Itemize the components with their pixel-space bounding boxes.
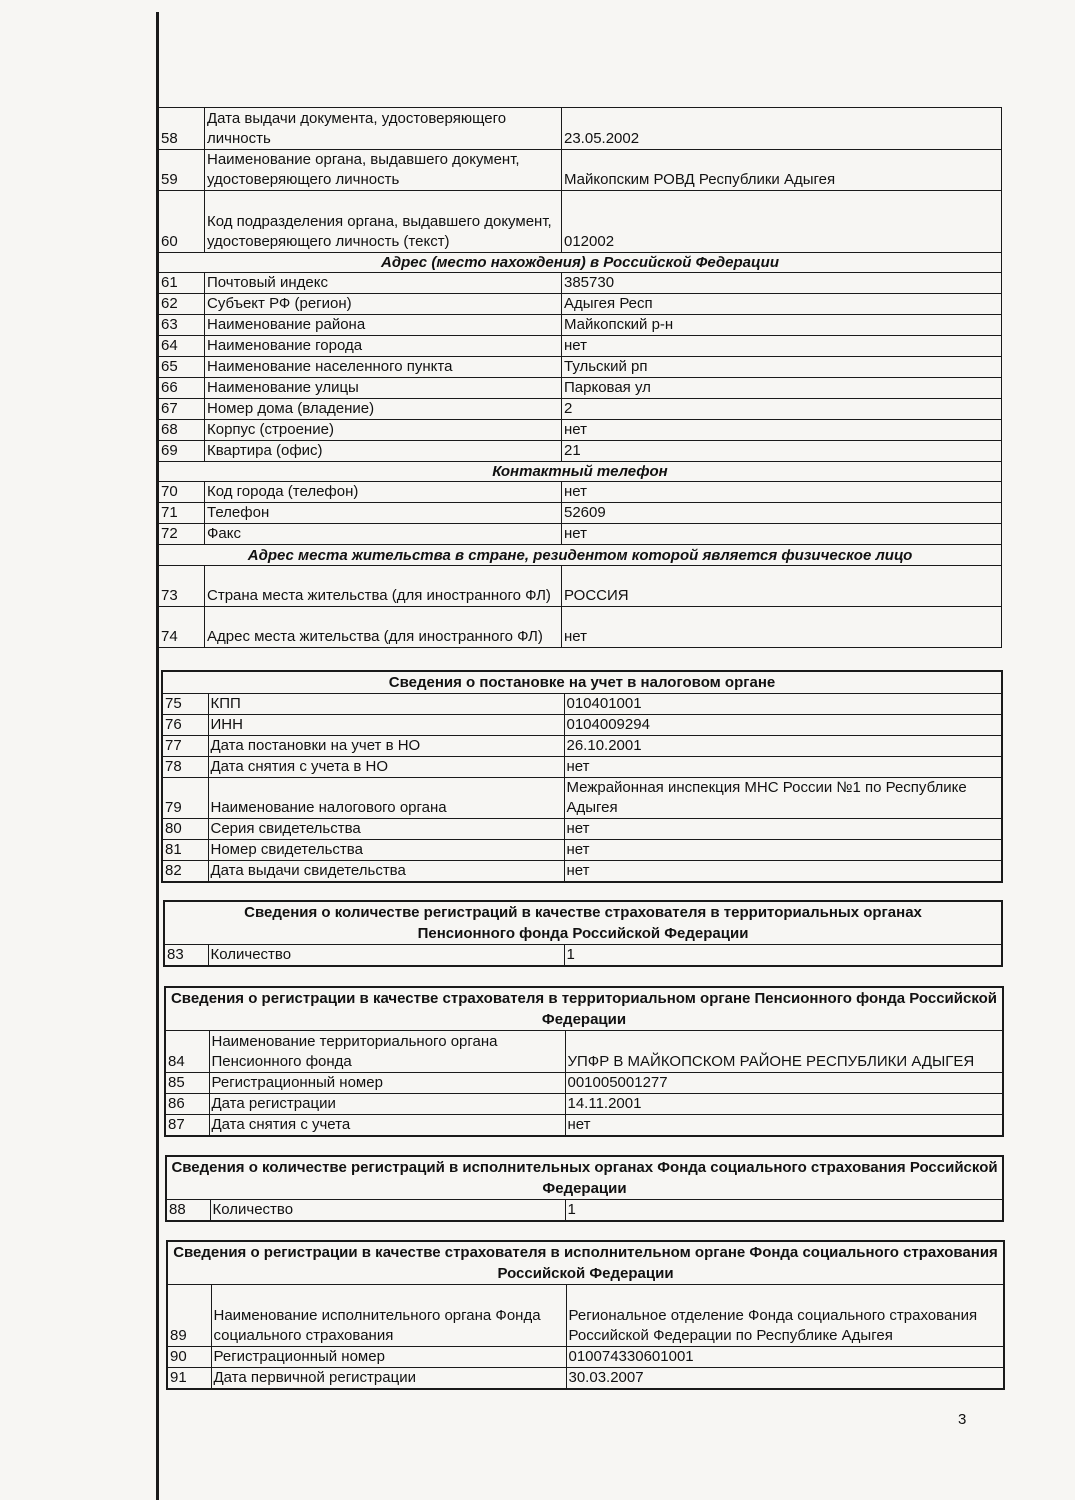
row-value: 21 (562, 441, 1002, 462)
row-value: нет (562, 420, 1002, 441)
row-value: нет (564, 840, 1002, 861)
row-value: 010401001 (564, 694, 1002, 715)
row-label: Код подразделения органа, выдавшего документ, удостоверяющего личность (текст) (205, 191, 562, 253)
row-label: Дата снятия с учета в НО (208, 757, 564, 778)
table-row (162, 757, 1002, 778)
row-value: 14.11.2001 (565, 1094, 1003, 1115)
phone-header: Контактный телефон (159, 462, 1002, 482)
section-title: Сведения о количестве регистраций в качестве страхователя в территориальных органах Пенсионного фонда Российской Федерации (164, 901, 1002, 945)
table-row (165, 1073, 1003, 1094)
row-value: 52609 (562, 503, 1002, 524)
row-number: 86 (165, 1094, 209, 1115)
row-number: 82 (162, 861, 208, 883)
table-row (162, 736, 1002, 757)
row-label: Код города (телефон) (205, 482, 562, 503)
row-value: 385730 (562, 273, 1002, 294)
row-number: 74 (159, 607, 205, 648)
row-number: 70 (159, 482, 205, 503)
table-row (162, 819, 1002, 840)
row-value: нет (564, 757, 1002, 778)
row-value: Майкопский р-н (562, 315, 1002, 336)
row-value: нет (562, 607, 1002, 648)
row-label: Наименование населенного пункта (205, 357, 562, 378)
pfr-registration-table (164, 986, 1004, 1137)
row-value: Адыгея Респ (562, 294, 1002, 315)
row-number: 61 (159, 273, 205, 294)
row-label: Наименование органа, выдавшего документ, удостоверяющего личность (205, 150, 562, 191)
table-row (159, 441, 1002, 462)
row-number: 77 (162, 736, 208, 757)
row-number: 87 (165, 1115, 209, 1137)
row-label: Дата выдачи свидетельства (208, 861, 564, 883)
row-value: нет (562, 482, 1002, 503)
row-label: Количество (210, 1200, 565, 1222)
table-row (167, 1347, 1004, 1368)
table-row (159, 420, 1002, 441)
row-number: 80 (162, 819, 208, 840)
row-number: 91 (167, 1368, 211, 1390)
row-label: Наименование налогового органа (208, 778, 564, 819)
row-value: 010074330601001 (566, 1347, 1004, 1368)
page-number: 3 (958, 1411, 967, 1428)
table-row (166, 1200, 1003, 1222)
row-number: 89 (167, 1285, 211, 1347)
section-title: Сведения о регистрации в качестве страхователя в территориальном органе Пенсионного фонда Российской Федерации (165, 987, 1003, 1031)
row-number: 62 (159, 294, 205, 315)
table-row (162, 778, 1002, 819)
row-label: Адрес места жительства (для иностранного ФЛ) (205, 607, 562, 648)
row-value: 1 (564, 945, 1002, 967)
row-label: Телефон (205, 503, 562, 524)
row-label: Факс (205, 524, 562, 545)
section-header (159, 253, 1002, 273)
table-row (165, 1115, 1003, 1137)
table-row (159, 566, 1002, 607)
row-value: 23.05.2002 (562, 108, 1002, 150)
person-details-table (158, 107, 1002, 648)
row-number: 72 (159, 524, 205, 545)
table-row (162, 840, 1002, 861)
row-label: Дата выдачи документа, удостоверяющего личность (205, 108, 562, 150)
table-row (159, 273, 1002, 294)
row-number: 63 (159, 315, 205, 336)
row-label: Почтовый индекс (205, 273, 562, 294)
row-label: Дата снятия с учета (209, 1115, 565, 1137)
row-label: Дата регистрации (209, 1094, 565, 1115)
row-label: Дата первичной регистрации (211, 1368, 566, 1390)
row-value: нет (562, 336, 1002, 357)
row-value: Региональное отделение Фонда социального страхования Российской Федерации по Республике Адыгея (566, 1285, 1004, 1347)
row-number: 85 (165, 1073, 209, 1094)
row-number: 71 (159, 503, 205, 524)
row-label: Наименование города (205, 336, 562, 357)
row-number: 69 (159, 441, 205, 462)
table-row (159, 191, 1002, 253)
table-row (159, 357, 1002, 378)
row-number: 59 (159, 150, 205, 191)
table-row (159, 607, 1002, 648)
row-number: 83 (164, 945, 208, 967)
row-value: нет (562, 524, 1002, 545)
row-value: Межрайонная инспекция МНС России №1 по Республике Адыгея (564, 778, 1002, 819)
table-row (159, 378, 1002, 399)
fss-registration-table (166, 1240, 1005, 1390)
table-row (159, 294, 1002, 315)
section-header (159, 462, 1002, 482)
pfr-count-table (163, 900, 1003, 967)
row-number: 81 (162, 840, 208, 861)
row-value: нет (564, 861, 1002, 883)
section-title: Сведения о количестве регистраций в исполнительных органах Фонда социального страхования Российской Федерации (166, 1156, 1003, 1200)
row-label: ИНН (208, 715, 564, 736)
row-label: Номер дома (владение) (205, 399, 562, 420)
row-value: 30.03.2007 (566, 1368, 1004, 1390)
tax-registration-table (161, 670, 1003, 883)
table-row (159, 399, 1002, 420)
row-label: КПП (208, 694, 564, 715)
row-value: Майкопским РОВД Республики Адыгея (562, 150, 1002, 191)
row-value: 2 (562, 399, 1002, 420)
row-value: 1 (565, 1200, 1003, 1222)
section-header (159, 545, 1002, 566)
row-number: 67 (159, 399, 205, 420)
row-label: Наименование улицы (205, 378, 562, 399)
row-number: 58 (159, 108, 205, 150)
row-label: Серия свидетельства (208, 819, 564, 840)
row-value: нет (565, 1115, 1003, 1137)
row-number: 84 (165, 1031, 209, 1073)
table-row (162, 715, 1002, 736)
table-row (159, 482, 1002, 503)
section-title: Сведения о регистрации в качестве страхователя в исполнительном органе Фонда социального страхования Российской Федерации (167, 1241, 1004, 1285)
row-value: Тульский рп (562, 357, 1002, 378)
row-number: 76 (162, 715, 208, 736)
table-row (159, 150, 1002, 191)
row-label: Номер свидетельства (208, 840, 564, 861)
row-value: 0104009294 (564, 715, 1002, 736)
row-label: Дата постановки на учет в НО (208, 736, 564, 757)
table-row (165, 1031, 1003, 1073)
row-value: 001005001277 (565, 1073, 1003, 1094)
row-number: 65 (159, 357, 205, 378)
row-label: Страна места жительства (для иностранного ФЛ) (205, 566, 562, 607)
row-number: 79 (162, 778, 208, 819)
table-row (165, 1094, 1003, 1115)
row-value: нет (564, 819, 1002, 840)
table-row (162, 694, 1002, 715)
row-number: 64 (159, 336, 205, 357)
row-label: Наименование территориального органа Пенсионного фонда (209, 1031, 565, 1073)
row-label: Наименование района (205, 315, 562, 336)
row-number: 90 (167, 1347, 211, 1368)
row-label: Корпус (строение) (205, 420, 562, 441)
table-row (167, 1285, 1004, 1347)
row-label: Субъект РФ (регион) (205, 294, 562, 315)
row-value: РОССИЯ (562, 566, 1002, 607)
row-value: Парковая ул (562, 378, 1002, 399)
row-label: Регистрационный номер (211, 1347, 566, 1368)
table-row (162, 861, 1002, 883)
row-number: 73 (159, 566, 205, 607)
row-number: 60 (159, 191, 205, 253)
row-label: Количество (208, 945, 564, 967)
table-row (159, 503, 1002, 524)
row-label: Квартира (офис) (205, 441, 562, 462)
residence-header: Адрес места жительства в стране, резидентом которой является физическое лицо (159, 545, 1002, 566)
row-number: 88 (166, 1200, 210, 1222)
table-row (167, 1368, 1004, 1390)
section-title: Сведения о постановке на учет в налоговом органе (162, 671, 1002, 694)
row-value: 012002 (562, 191, 1002, 253)
row-number: 66 (159, 378, 205, 399)
table-row (159, 336, 1002, 357)
row-value: 26.10.2001 (564, 736, 1002, 757)
row-number: 75 (162, 694, 208, 715)
row-value: УПФР В МАЙКОПСКОМ РАЙОНЕ РЕСПУБЛИКИ АДЫГЕЯ (565, 1031, 1003, 1073)
address-header: Адрес (место нахождения) в Российской Федерации (159, 253, 1002, 273)
row-label: Регистрационный номер (209, 1073, 565, 1094)
table-row (159, 315, 1002, 336)
fss-count-table (165, 1155, 1004, 1222)
table-row (159, 108, 1002, 150)
row-number: 78 (162, 757, 208, 778)
table-row (164, 945, 1002, 967)
table-row (159, 524, 1002, 545)
row-label: Наименование исполнительного органа Фонда социального страхования (211, 1285, 566, 1347)
row-number: 68 (159, 420, 205, 441)
